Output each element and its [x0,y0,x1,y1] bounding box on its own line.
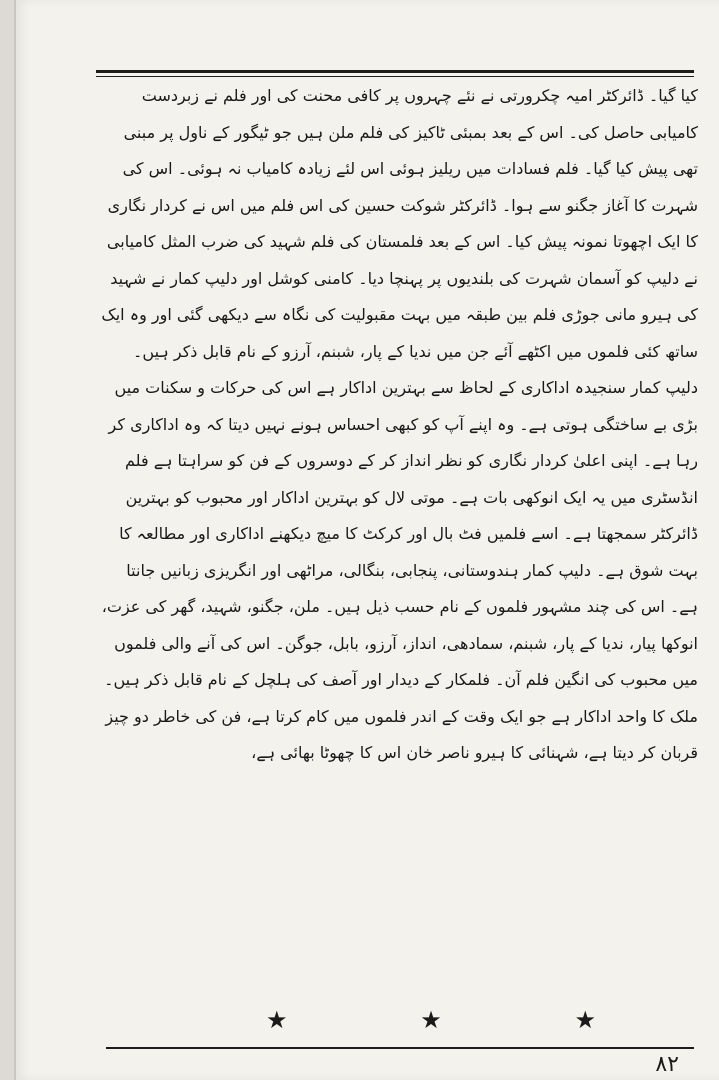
top-rule-thin [96,76,694,77]
star-icon: ★ [574,1006,596,1034]
section-ornament [266,1000,596,1040]
star-icon: ★ [420,1006,442,1034]
bottom-rule [106,1047,694,1049]
top-rule [96,70,694,73]
paragraph: دلیپ کمار سنجیدہ اداکاری کے لحاظ سے بہترین اداکار ہے اس کی حرکات و سکنات میں بڑی بے ساختگی ہوتی ہے۔ وہ اپنے آپ کو کبھی احساس ہونے نہیں دیتا کہ وہ اداکاری کر رہا ہے۔ اپنی اعلیٰ کردار نگاری کو نظر انداز کر کے دوسروں کے فن کو سراہتا ہے فلم انڈسٹری میں یہ ایک انوکھی بات ہے۔ موتی لال کو بہترین اداکار اور محبوب کو بہترین ڈائرکٹر سمجھتا ہے۔ اسے فلمیں فٹ بال اور کرکٹ کا میچ دیکھنے اداکاری اور مطالعہ کا بہت شوق ہے۔ دلیپ کمار ہندوستانی، پنجابی، بنگالی، مراٹھی اور انگریزی زبانیں جانتا ہے۔ اس کی چند مشہور فلموں کے نام حسب ذیل ہیں۔ ملن، جگنو، شہید، گھر کی عزت، انوکھا پیار، ندیا کے پار، شبنم، سمادھی، انداز، آرزو، بابل، جوگن۔ اس کی آنے والی فلموں میں محبوب کی انگین فلم آن۔ فلمکار کے دیدار اور آصف کی ہلچل کے نام قابل ذکر ہیں۔ [101,378,698,689]
book-page [14,0,719,1080]
paragraph: کیا گیا۔ ڈائرکٹر امیہ چکرورتی نے نئے چہروں پر کافی محنت کی اور فلم نے زبردست کامیابی حاصل کی۔ اس کے بعد بمبئی ٹاکیز کی فلم ملن ہیں جو ٹیگور کے ناول پر مبنی تھی پیش کیا گیا۔ فلم فسادات میں ریلیز ہوئی اس لئے زیادہ کامیاب نہ ہوئی۔ اس کی شہرت کا آغاز جگنو سے ہوا۔ ڈائرکٹر شوکت حسین کی اس فلم میں اس نے کردار نگاری کا ایک اچھوتا نمونہ پیش کیا۔ اس کے بعد فلمستان کی فلم شہید کی ضرب المثل کامیابی نے دلیپ کو آسمان شہرت کی بلندیوں پر پہنچا دیا۔ کامنی کوشل اور دلیپ کمار نے شہید کی ہیرو مانی جوڑی فلم بین طبقہ میں بہت مقبولیت کی نگاہ سے دیکھی گئی اور وہ ایک ساتھ کئی فلموں میں اکٹھے آئے جن میں ندیا کے پار، شبنم، آرزو کے نام قابل ذکر ہیں۔ [101,86,698,361]
paragraph: ملک کا واحد اداکار ہے جو ایک وقت کے اندر فلموں میں کام کرتا ہے، فن کی خاطر دو چیز قربان کر دیتا ہے، شہنائی کا ہیرو ناصر خان اس کا چھوٹا بھائی ہے، [105,706,698,762]
page-number: ۸۲ [655,1052,679,1077]
star-icon: ★ [266,1006,288,1034]
body-text [94,78,698,772]
